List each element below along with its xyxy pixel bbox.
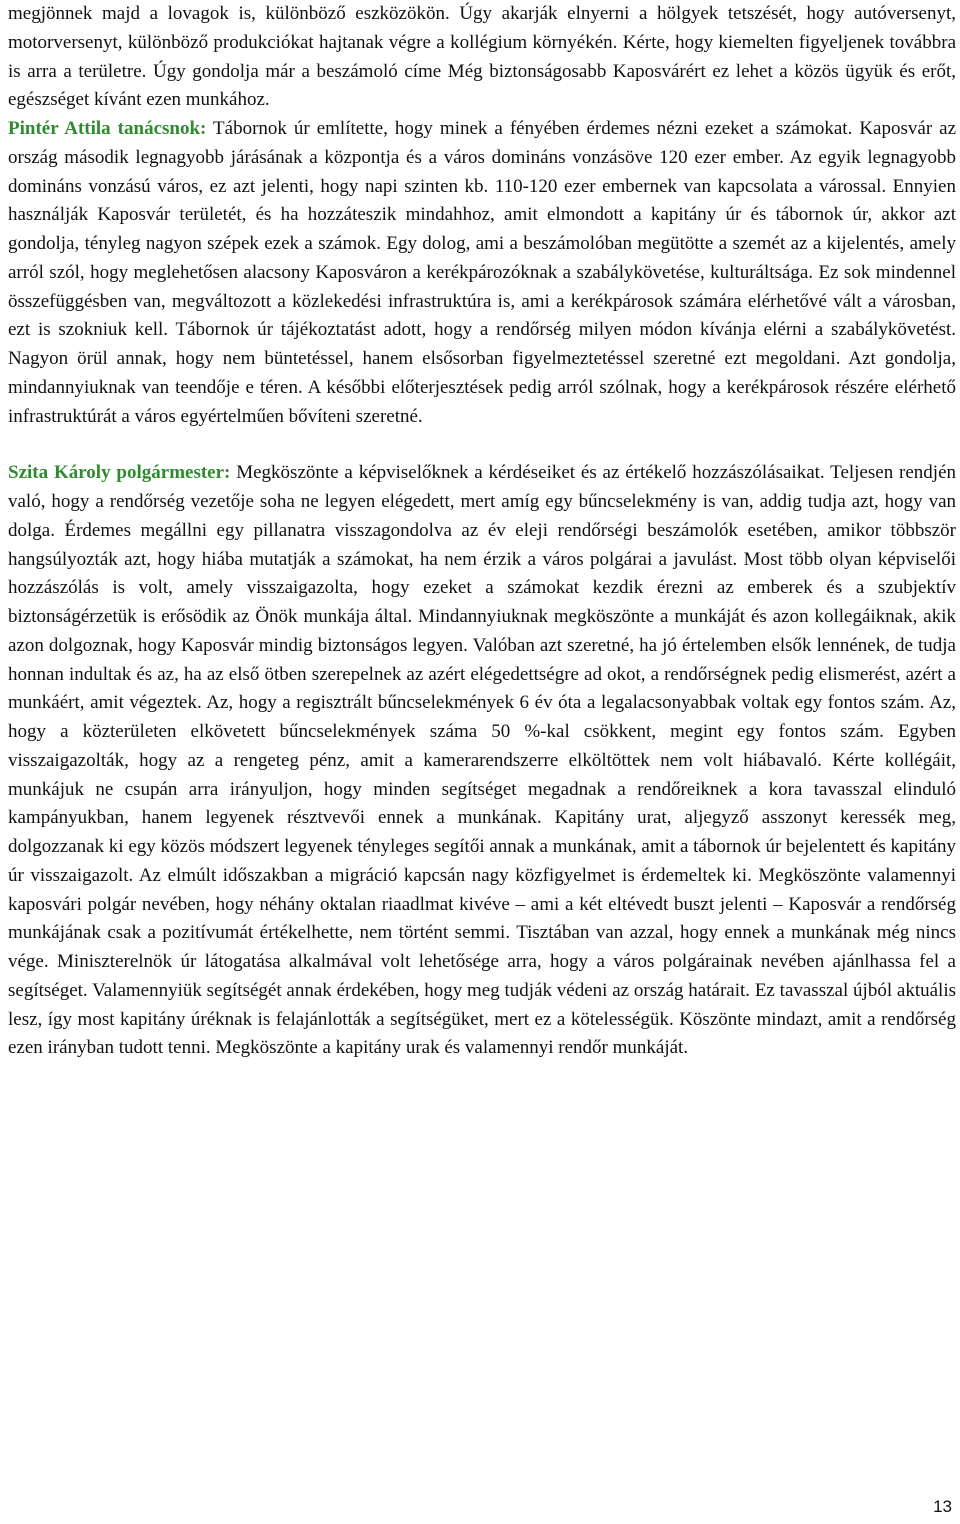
paragraph-pinter-attila: [8, 115, 956, 431]
paragraph-szita-karoly: [8, 459, 956, 1063]
paragraph-text: Megköszönte a képviselőknek a kérdéseiket és az értékelő hozzászólásaikat. Teljesen rendjén való, hogy a rendőrség vezetője soha ne legyen elégedett, mert amíg egy bűncselekmény is van, addig tudja azt, hogy van dolga. Érdemes megállni egy pillanatra visszagondolva az év eleji rendőrségi beszámolók esetében, amikor többször hangsúlyozták azt, hogy hiába mutatják a számokat, ha nem érzik a város polgárai a javulást. Most több olyan képviselői hozzászólás is volt, amely visszaigazolta, hogy ezeket a számokat kezdik érezni az emberek és a szubjektív biztonságérzetük is erősödik az Önök munkája által. Mindannyiuknak megköszönte a munkáját és azon kollegáiknak, akik azon dolgoznak, hogy Kaposvár mindig biztonságos legyen. Valóban azt szeretné, ha jó értelemben elsők lennének, de tudja honnan indultak és az, ha az első ötben szerepelnek az azért elégedettségre ad okot, a rendőrségnek pedig elismerést, azért a munkáért, amit végeztek. Az, hogy a regisztrált bűncselekmények 6 év óta a legalacsonyabbak voltak egy fontos szám. Az, hogy a közterületen elkövetett bűncselekmények száma 50 %-kal csökkent, megint egy fontos szám. Egyben visszaigazolták, hogy az a rengeteg pénz, amit a kamerarendszerre elköltöttek nem volt hiábavaló. Kérte kollégáit, munkájuk ne csupán arra irányuljon, hogy minden segítséget megadnak a rendőreiknek a kora tavasszal elinduló kampányukban, hanem legyenek résztvevői ennek a munkának. Kapitány urat, aljegyző asszonyt keressék meg, dolgozzanak ki egy közös módszert legyenek tényleges segítői annak a munkának, amit a tábornok úr bejelentett és kapitány úr visszaigazolt. Az elmúlt időszakban a migráció kapcsán nagy közfigyelmet is érdemeltek ki. Megköszönte valamennyi kaposvári polgár nevében, hogy néhány oktalan riaadlmat kivéve – ami a két eltévedt buszt jelenti – Kaposvár a rendőrség munkájának csak a pozitívumát értékelhette, nem történt semmi. Tisztában van azzal, hogy ennek a munkának még nincs vége. Miniszterelnök úr látogatása alkalmával volt lehetősége arra, hogy a város polgárainak nevében ajánlhassa fel a segítséget. Valamennyiük segítségét annak érdekében, hogy meg tudják védeni az ország határait. Ez tavasszal újból aktuális lesz, így most kapitány úréknak is felajánlották a segítségüket, mert ez a kötelességük. Köszönte mindazt, amit a rendőrség ezen irányban tudott tenni. Megköszönte a kapitány urak és valamennyi rendőr munkáját.: [8, 462, 957, 1059]
paragraph-continuation: [8, 0, 956, 115]
paragraph-text: megjönnek majd a lovagok is, különböző eszközökön. Úgy akarják elnyerni a hölgyek tetszését, hogy autóversenyt, motorversenyt, különböző produkciókat hajtanak végre a kollégium környékén. Kérte, hogy kiemelten figyeljenek továbbra is arra a területre. Úgy gondolja már a beszámoló címe Még biztonságosabb Kaposvárért ez lehet a közös ügyük és erőt, egészséget kívánt ezen munkához.: [8, 3, 956, 111]
document-body: [8, 0, 956, 1063]
paragraph-text: Tábornok úr említette, hogy minek a fényében érdemes nézni ezeket a számokat. Kaposvár az ország második legnagyobb járásának a központja és a város domináns vonzásöve 120 ezer ember. Az egyik legnagyobb domináns vonzású város, ez azt jelenti, hogy napi szinten kb. 110-120 ezer embernek van kapcsolata a várossal. Ennyien használják Kaposvár területét, és ha hozzáteszik mindahhoz, amit elmondott a kapitány úr és tábornok úr, akkor azt gondolja, tényleg nagyon szépek ezek a számok. Egy dolog, ami a beszámolóban megütötte a szemét az a kijelentés, amely arról szól, hogy meglehetősen alacsony Kaposváron a kerékpározóknak a szabálykövetése, kulturáltsága. Ez sok mindennel összefüggésben van, megváltozott a közlekedési infrastruktúra is, ami a kerékpárosok számára elérhetővé vált a városban, ezt is szokniuk kell. Tábornok úr tájékoztatást adott, hogy a rendőrség milyen módon kívánja elérni a szabálykövetést. Nagyon örül annak, hogy nem büntetéssel, hanem elsősorban figyelmeztetéssel szeretné ezt megoldani. Azt gondolja, mindannyiuknak van teendője e téren. A későbbi előterjesztések pedig arról szólnak, hogy a kerékpárosok részére elérhető infrastruktúrát a város egyértelműen bővíteni szeretné.: [8, 118, 957, 427]
speaker-name: Szita Károly polgármester:: [8, 462, 231, 484]
page-number: 13: [933, 1497, 952, 1516]
speaker-name: Pintér Attila tanácsnok:: [8, 118, 207, 139]
paragraph-gap: [8, 431, 956, 459]
